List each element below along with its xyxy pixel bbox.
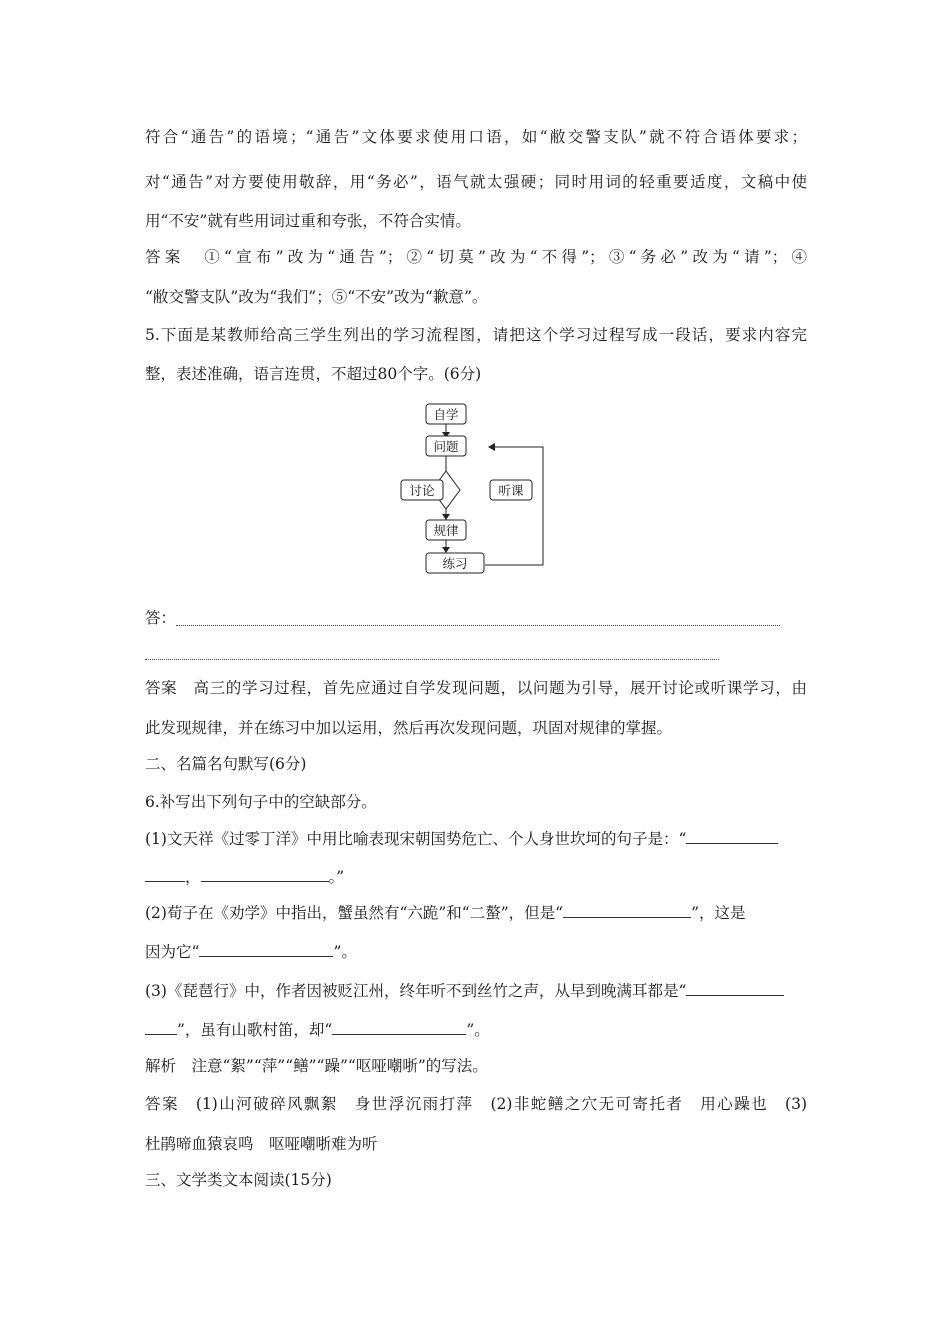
flow-node-discussion-label: 讨论 [409,483,435,498]
answer-line-2[interactable] [145,659,719,660]
question-6-1-line-2 [145,867,344,887]
q6-1-end: 。” [328,868,345,886]
section-2-title: 二、名篇名句默写(6分) [145,755,307,773]
q6-3b-text: ”，虽有山歌村笛，却“ [177,1021,333,1039]
loop-back-arrow-head [488,443,495,451]
flow-node-lecture-label: 听课 [498,483,524,498]
blank-1a[interactable] [686,829,778,844]
answer-5-line-2: 此发现规律，并在练习中加以运用，然后再次发现问题，巩固对规律的掌握。 [145,719,673,737]
question-5-line-1: 5.下面是某教师给高三学生列出的学习流程图，请把这个学习过程写成一段话，要求内容完 [145,326,807,344]
answer-4-line-2: “敝交警支队”改为“我们”；⑤“不安”改为“歉意”。 [145,288,488,306]
question-6-3-line-2 [145,1020,490,1040]
q6-3b-end: ”。 [466,1021,490,1039]
answer-6-line-2: 杜鹃啼血猿哀鸣 呕哑嘲哳难为听 [145,1135,378,1153]
blank-1a-cont[interactable] [145,867,185,882]
question-6-3-line-1 [145,981,784,1001]
q6-1-comma: ， [185,868,201,886]
blank-3b[interactable] [332,1020,466,1035]
explanation-line-3: 用“不安”就有些用词过重和夸张，不符合实情。 [145,212,471,230]
arrow-head-4 [442,547,450,553]
blank-1b[interactable] [201,867,329,882]
q6-2-text: (2)荀子在《劝学》中指出，蟹虽然有“六跪”和“二螯”，但是“ [145,904,564,922]
blank-2b[interactable] [199,942,333,957]
section-3-title: 三、文学类文本阅读(15分) [145,1171,332,1189]
q6-2-post: ”，这是 [691,904,746,922]
q6-3-text: (3)《琵琶行》中，作者因被贬江州，终年听不到丝竹之声，从早到晚满耳都是“ [145,982,687,1000]
arrow-head-3 [442,514,450,520]
diamond-right [446,471,460,509]
blank-2a[interactable] [563,903,691,918]
blank-3a-cont[interactable] [145,1020,177,1035]
question-6-1-line-1 [145,829,778,849]
flow-node-question-label: 问题 [433,439,459,454]
answer-5-line-1: 答案 高三的学习过程，首先应通过自学发现问题，以问题为引导，展开讨论或听课学习，由 [145,679,807,697]
q6-1-text: (1)文天祥《过零丁洋》中用比喻表现宋朝国势危亡、个人身世坎坷的句子是：“ [145,830,687,848]
question-5-line-2: 整，表述准确，语言连贯，不超过80个字。(6分) [145,365,482,383]
analysis-6: 解析 注意“絮”“萍”“鳝”“躁”“呕哑嘲哳”的写法。 [145,1057,488,1075]
flow-node-self-study-label: 自学 [433,407,459,422]
flow-node-rule-label: 规律 [433,523,459,538]
q6-2b-post: ”。 [333,943,357,961]
answer-6-line-1: 答案 (1)山河破碎风飘絮 身世浮沉雨打萍 (2)非蛇鳝之穴无可寄托者 用心躁也 (3) [145,1095,807,1113]
blank-3a[interactable] [686,981,784,996]
question-6-stem: 6.补写出下列句子中的空缺部分。 [145,793,377,811]
explanation-line-1: 符合“通告”的语境；“通告”文体要求使用口语，如“敝交警支队”就不符合语体要求； [145,128,807,146]
answer-line-1[interactable] [176,625,780,626]
explanation-line-2: 对“通告”对方要使用敬辞，用“务必”，语气就太强硬；同时用词的轻重要适度，文稿中使 [145,173,807,191]
answer-4-line-1: 答案 ①“宣布”改为“通告”；②“切莫”改为“不得”；③“务必”改为“请”；④ [145,248,807,266]
flowchart [395,398,555,578]
flow-node-practice-label: 练习 [442,556,468,571]
q6-2b-text: 因为它“ [145,943,200,961]
question-6-2-line-1 [145,903,746,923]
answer-prefix: 答： [145,609,177,627]
question-6-2-line-2 [145,942,357,962]
loop-back-line [485,447,543,565]
